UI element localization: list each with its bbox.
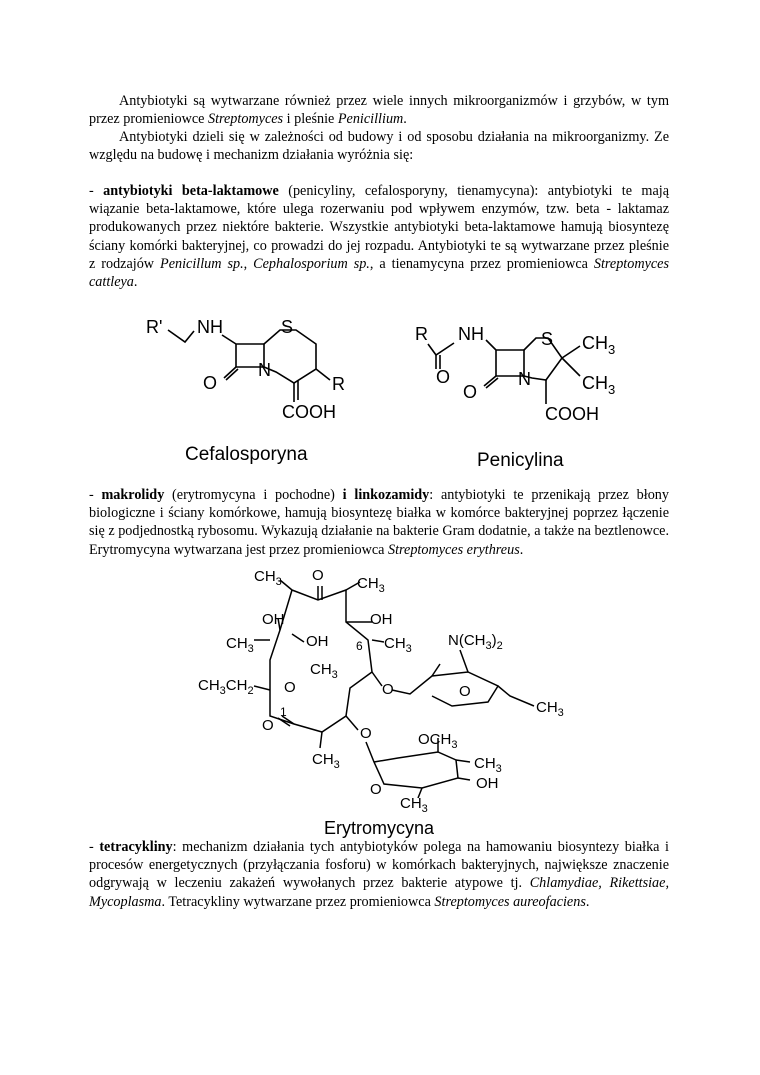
- ery-ch3-cladinose: $CH_3$: [474, 755, 502, 775]
- cef-r-prime: R': [146, 317, 163, 337]
- intro-paragraph-2: Antybiotyki dzieli się w zależności od budowy i od sposobu działania na mikroorganizmy. Ze względu na budowę i mechanizm działania wyróżnia się:: [89, 129, 669, 164]
- pen-r: R: [415, 324, 428, 344]
- intro-text: Antybiotyki są wytwarzane również przez wiele innych mikroorganizmów i grzybów, w tym przez promieniowce: [89, 93, 669, 128]
- body-text: (erytromycyna i pochodne): [164, 487, 343, 503]
- ery-oh-1: OH: [262, 611, 285, 628]
- tetracycline-paragraph: [89, 838, 669, 911]
- intro-paragraph-1: [89, 92, 669, 128]
- dash: -: [89, 487, 102, 503]
- ery-caption: Erytromycyna: [324, 818, 435, 838]
- genus-penicillium: Penicillium: [337, 111, 404, 128]
- term-macrolides: makrolidy: [101, 487, 165, 503]
- ery-o-ring-2: O: [370, 781, 382, 798]
- ery-methoxy: $OCH_3$: [418, 731, 458, 751]
- ery-o-ketone: O: [312, 567, 324, 584]
- ery-ch3-bottom: $CH_3$: [312, 751, 340, 771]
- term-beta-lactams: antybiotyki beta-laktamowe: [103, 183, 279, 199]
- cef-cooh: COOH: [282, 402, 336, 422]
- cef-n: N: [258, 360, 271, 380]
- ery-oh-3: OH: [306, 633, 329, 650]
- pen-cooh: COOH: [545, 404, 599, 424]
- body-text: ,: [243, 255, 254, 272]
- ery-ch3-top-left: $CH_3$: [254, 568, 282, 588]
- ery-oh-cladinose: OH: [476, 775, 499, 792]
- ery-ethyl: $CH_3CH_2$: [198, 677, 254, 697]
- pen-n: N: [518, 369, 531, 389]
- body-text: .: [585, 893, 590, 910]
- ery-ch3-sugar: $CH_3$: [536, 699, 564, 719]
- genus-streptomyces: Streptomyces: [207, 111, 284, 128]
- body-text: : antybiotyki te przenikają przez błony biologiczne i ściany komórkowe, hamują biosyntezę białka w komórce bakteryjnej poprzez łączenie się z podjednostką rybosomu. Wykazują działanie na bakterie Gram dodatnie, a także na beztlenowce. Erytromycyna wytwarzana jest przez promieniowca: [89, 487, 669, 558]
- pen-s: S: [541, 329, 554, 349]
- genus-streptomyces-erythreus: Streptomyces erythreus: [388, 541, 520, 558]
- ery-ch3-inner: $CH_3$: [310, 661, 338, 681]
- intro-text: .: [403, 111, 407, 128]
- pen-ch3-a: $CH_3$: [582, 333, 616, 357]
- genus-cephalosporium: Cephalosporium sp.: [253, 255, 370, 272]
- genus-streptomyces-aureofaciens: Streptomyces aureofaciens: [434, 893, 586, 910]
- genus-penicillum: Penicillum sp.: [160, 255, 244, 272]
- body-text: .: [133, 274, 138, 291]
- ery-o-glycosidic-1: O: [382, 681, 394, 698]
- cef-caption: Cefalosporyna: [185, 444, 308, 465]
- macrolide-paragraph: [89, 486, 669, 559]
- ery-o-ring-1: O: [459, 683, 471, 700]
- ery-ch3-right: $CH_3$: [384, 635, 412, 655]
- pen-o-1: O: [436, 367, 451, 387]
- cef-s: S: [281, 317, 294, 337]
- beta-lactam-paragraph: [89, 182, 669, 291]
- cef-nh: NH: [197, 317, 223, 337]
- ery-oh-2: OH: [370, 611, 393, 628]
- dash: -: [89, 183, 104, 199]
- pen-caption: Penicylina: [477, 450, 564, 471]
- ery-dimethylamino: $N(CH_3)_2$: [448, 632, 503, 652]
- intro-text: i pleśnie: [283, 111, 338, 128]
- ery-ch3-top-right: $CH_3$: [357, 575, 385, 595]
- body-text: .: [519, 541, 524, 558]
- ery-ch3-left: $CH_3$: [226, 635, 254, 655]
- genera-atypical-bacteria: Chlamydiae, Rikettsiae, Mycoplasma: [89, 875, 669, 910]
- term-lincosamides: i linkozamidy: [342, 487, 430, 503]
- body-text: , a tienamycyna przez promieniowca: [369, 255, 594, 272]
- ery-o-glycosidic-2: O: [360, 725, 372, 742]
- pen-ch3-b: $CH_3$: [582, 373, 616, 397]
- ery-ch3-cladinose-2: $CH_3$: [400, 795, 428, 815]
- ery-o-carbonyl: O: [262, 717, 274, 734]
- ery-locant-6: 6: [356, 639, 363, 653]
- genus-streptomyces-cattleya: Streptomyces cattleya: [89, 255, 670, 291]
- dash: -: [89, 839, 100, 855]
- cef-r: R: [332, 374, 345, 394]
- body-text: (penicyliny, cefalosporyny, tienamycyna): antybiotyki te mają wiązanie beta-laktamowe, które ulega rozerwaniu pod wpływem enzymów, tzw. beta - laktamaz produkowanych przez niektóre bakterie. Wszystkie antybiotyki beta-laktamowe hamują biosyntezę ściany komórki bakteryjnej, co prowadzi do jej rozpadu. Antybiotyki te są wytwarzane przez pleśnie z rodzajów: [89, 183, 669, 272]
- body-text: : mechanizm działania tych antybiotyków polega na hamowaniu biosyntezy białka i procesów energetycznych (przyłączania fosforu) w komórkach bakteryjnych, największe znaczenie odgrywają w leczeniu zakażeń wywołanych przez bakterie atypowe tj.: [89, 839, 669, 892]
- term-tetracyclines: tetracykliny: [99, 839, 173, 855]
- ery-locant-1: 1: [280, 705, 287, 719]
- body-text: . Tetracykliny wytwarzane przez promieniowca: [161, 893, 435, 910]
- pen-o-2: O: [463, 382, 478, 402]
- cef-o: O: [203, 373, 218, 393]
- pen-nh: NH: [458, 324, 484, 344]
- ery-o-lactone: O: [284, 679, 296, 696]
